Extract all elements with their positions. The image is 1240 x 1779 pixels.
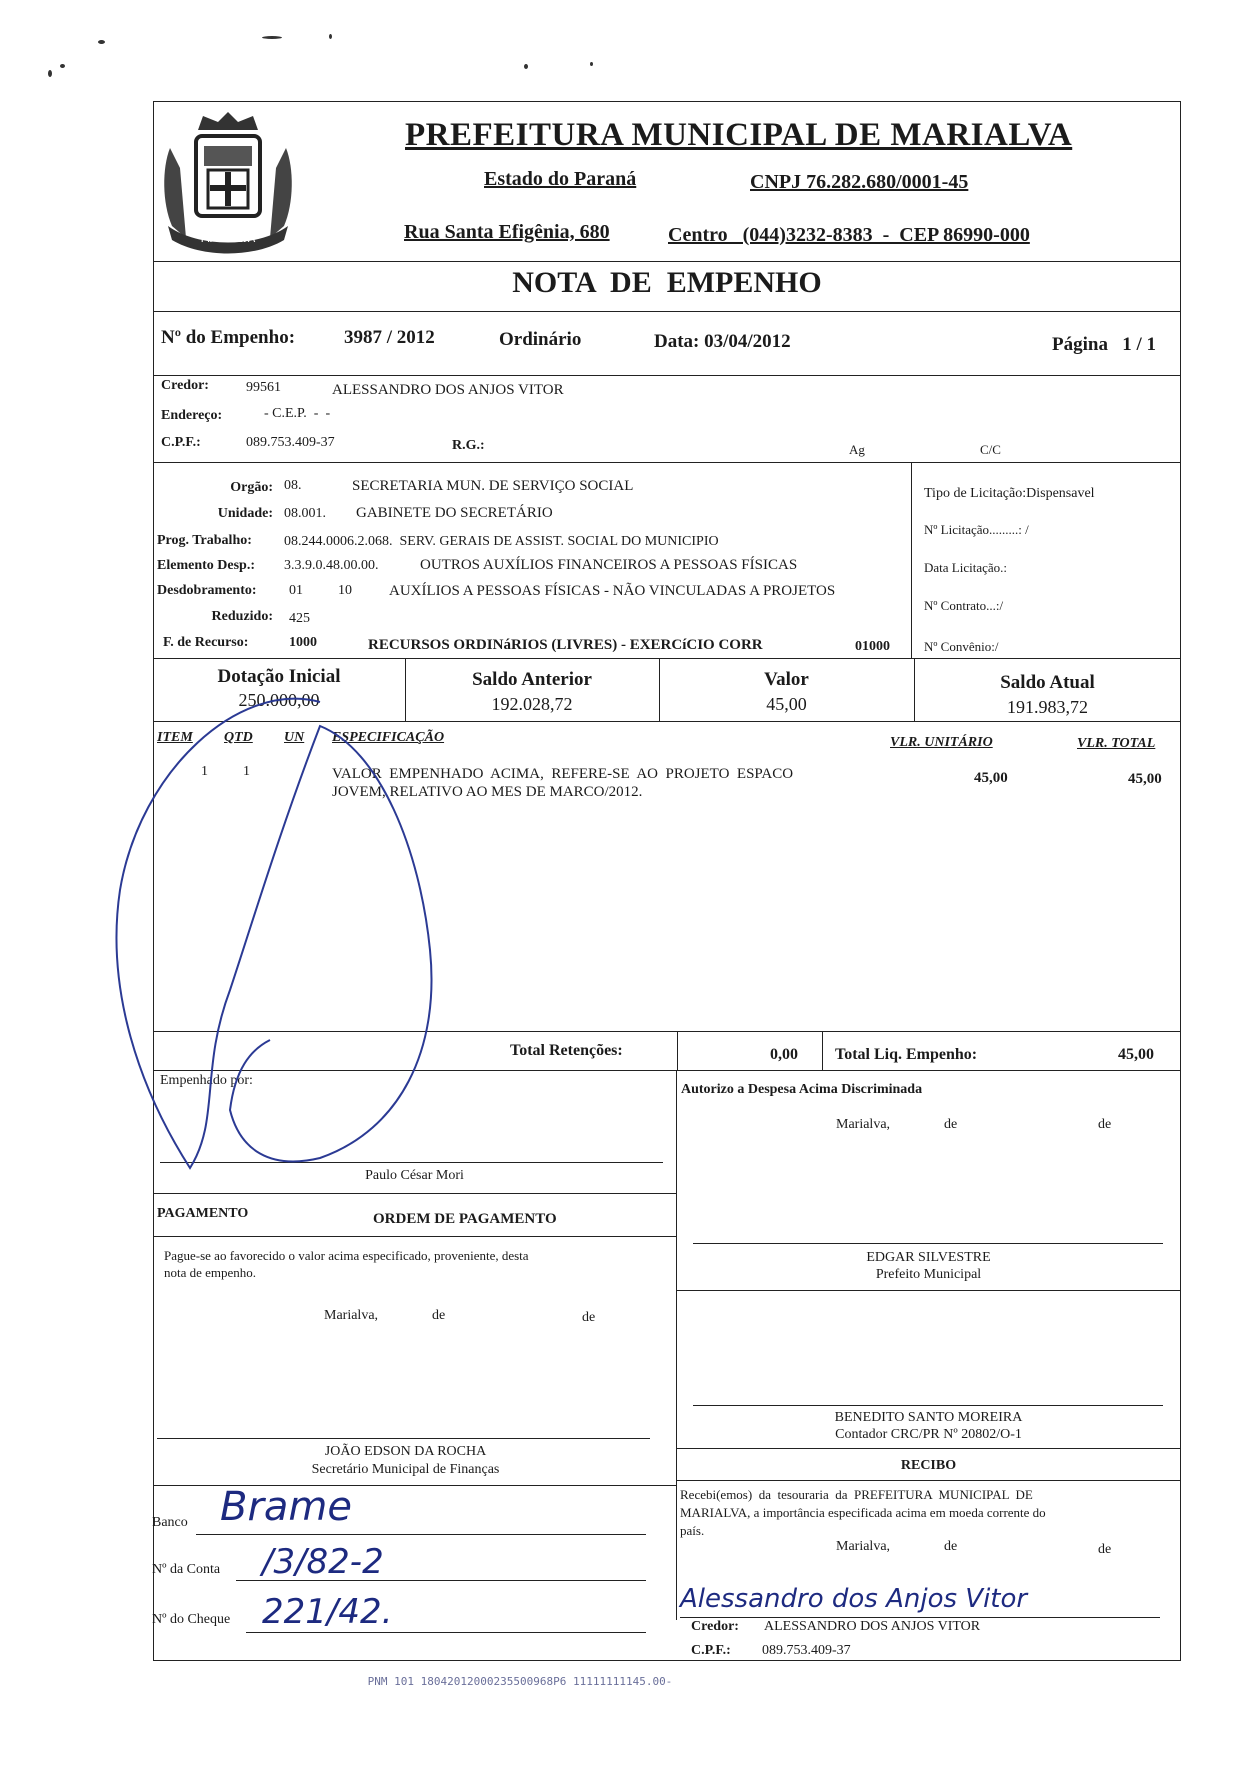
scan-speck <box>590 62 593 66</box>
orgao-code: 08. <box>284 478 302 493</box>
valor-label: Valor <box>764 669 809 690</box>
recurso-code: 1000 <box>289 635 317 650</box>
cheque-label: Nº do Cheque <box>152 1612 231 1627</box>
saldo-anterior-value: 192.028,72 <box>491 694 573 714</box>
pagamento-text-line2: nota de empenho. <box>164 1265 257 1280</box>
banco-value: Brame <box>220 1484 352 1530</box>
elemento-code: 3.3.9.0.48.00.00. <box>284 558 379 573</box>
scan-speck <box>524 64 528 69</box>
cpf-value: 089.753.409-37 <box>246 435 335 450</box>
row-item: 1 <box>201 764 208 779</box>
reduzido-label: Reduzido: <box>211 609 273 624</box>
empenho-type: Ordinário <box>499 329 582 350</box>
col-un-header: UN <box>284 730 305 745</box>
licitacao-tipo: Tipo de Licitação:Dispensavel <box>924 486 1095 501</box>
saldo-anterior-label: Saldo Anterior <box>472 669 592 690</box>
saldo-atual-label: Saldo Atual <box>1000 672 1095 693</box>
doc-title: NOTA DE EMPENHO <box>512 266 822 299</box>
conta-value: /3/82-2 <box>262 1542 384 1582</box>
row-qtd: 1 <box>243 764 250 779</box>
endereco-value: - C.E.P. - - <box>264 406 331 421</box>
pagamento-de2: de <box>582 1310 596 1325</box>
recibo-credor-name: ALESSANDRO DOS ANJOS VITOR <box>764 1619 981 1634</box>
recibo-line2: MARIALVA, a importância especificada acima em moeda corrente do <box>680 1505 1046 1520</box>
licitacao-numero: Nº Licitação.........: / <box>924 522 1029 537</box>
scan-speck <box>48 70 52 77</box>
desdobramento-a: 01 <box>289 583 303 598</box>
autorizo-de1: de <box>944 1117 958 1132</box>
annulment-ink-mark <box>100 690 460 1190</box>
empenho-number: 3987 / 2012 <box>344 327 435 348</box>
recibo-signature: Alessandro dos Anjos Vitor <box>680 1584 1028 1614</box>
col-unit-header: VLR. UNITÁRIO <box>890 735 993 750</box>
recibo-place: Marialva, <box>836 1539 891 1554</box>
recibo-line3: país. <box>680 1523 705 1538</box>
col-spec-header: ESPECIFICAÇÃO <box>332 730 445 745</box>
desdobramento-label: Desdobramento: <box>157 583 257 598</box>
orgao-label: Orgão: <box>230 480 273 495</box>
prog-label: Prog. Trabalho: <box>157 533 252 548</box>
col-item-header: ITEM <box>157 730 193 745</box>
empenhado-label: Empenhado por: <box>160 1073 253 1088</box>
conta-label: Nº da Conta <box>152 1562 221 1577</box>
unidade-desc: GABINETE DO SECRETÁRIO <box>356 505 553 521</box>
empenho-number-label: Nº do Empenho: <box>161 327 296 348</box>
district-phone-cep: Centro (044)3232-8383 - CEP 86990-000 <box>668 224 1030 246</box>
col-qtd-header: QTD <box>224 730 253 745</box>
valor-value: 45,00 <box>766 694 807 714</box>
licitacao-data: Data Licitação.: <box>924 560 1008 575</box>
total-liq-value: 45,00 <box>1118 1046 1154 1063</box>
scan-speck <box>329 34 332 39</box>
recibo-line1: Recebi(emos) da tesouraria da PREFEITURA MUNICIPAL DE <box>680 1487 1033 1502</box>
credor-name: ALESSANDRO DOS ANJOS VITOR <box>332 382 564 398</box>
pagamento-de1: de <box>432 1308 446 1323</box>
orgao-desc: SECRETARIA MUN. DE SERVIÇO SOCIAL <box>352 478 634 494</box>
financas-role: Secretário Municipal de Finanças <box>311 1462 500 1477</box>
ag-label: Ag <box>849 442 865 457</box>
ordem-pagamento-label: ORDEM DE PAGAMENTO <box>373 1211 557 1227</box>
rg-label: R.G.: <box>452 438 485 453</box>
dotacao-inicial-label: Dotação Inicial <box>217 666 341 687</box>
row-spec-line2: JOVEM, RELATIVO AO MES DE MARCO/2012. <box>332 784 643 800</box>
recibo-cpf-label: C.P.F.: <box>691 1643 731 1658</box>
footer-code: PNM 101 18042012000235500968P6 11111111145.00- <box>367 1675 673 1688</box>
credor-label: Credor: <box>161 378 209 393</box>
recibo-de2: de <box>1098 1542 1112 1557</box>
empenho-date: Data: 03/04/2012 <box>654 331 791 352</box>
col-total-header: VLR. TOTAL <box>1077 736 1156 751</box>
page-number: Página 1 / 1 <box>1052 334 1156 355</box>
elemento-desc: OUTROS AUXÍLIOS FINANCEIROS A PESSOAS FÍSICAS <box>420 557 798 573</box>
scan-speck <box>262 36 282 39</box>
unidade-code: 08.001. <box>284 506 326 521</box>
row-total-value: 45,00 <box>1128 771 1162 787</box>
total-retencoes-value: 0,00 <box>770 1046 798 1063</box>
autorizo-place: Marialva, <box>836 1117 891 1132</box>
total-retencoes-label: Total Retenções: <box>510 1042 623 1059</box>
state-name: Estado do Paraná <box>484 168 637 190</box>
cc-label: C/C <box>980 442 1001 457</box>
municipal-crest-icon <box>158 108 298 258</box>
recibo-title: RECIBO <box>900 1458 957 1473</box>
recibo-credor-label: Credor: <box>691 1619 739 1634</box>
pagamento-place: Marialva, <box>324 1308 379 1323</box>
desdobramento-b: 10 <box>338 583 352 598</box>
row-unit-value: 45,00 <box>974 770 1008 786</box>
empenhado-signer: Paulo César Mori <box>365 1168 464 1183</box>
row-spec-line1: VALOR EMPENHADO ACIMA, REFERE-SE AO PROJETO ESPACO <box>332 766 794 782</box>
desdobramento-desc: AUXÍLIOS A PESSOAS FÍSICAS - NÃO VINCULADAS A PROJETOS <box>389 583 836 599</box>
convenio-numero: Nº Convênio:/ <box>924 639 999 654</box>
contador-role: Contador CRC/PR Nº 20802/O-1 <box>835 1427 1022 1442</box>
svg-text:MARIALVA: MARIALVA <box>200 232 256 245</box>
pagamento-text-line1: Pague-se ao favorecido o valor acima especificado, proveniente, desta <box>164 1248 529 1263</box>
financas-signer: JOÃO EDSON DA ROCHA <box>324 1444 487 1459</box>
scan-speck <box>98 40 105 44</box>
street-address: Rua Santa Efigênia, 680 <box>404 221 610 243</box>
credor-code: 99561 <box>246 380 281 395</box>
recurso-desc: RECURSOS ORDINáRIOS (LIVRES) - EXERCíCIO CORR <box>368 637 763 653</box>
autorizo-de2: de <box>1098 1117 1112 1132</box>
recibo-cpf-value: 089.753.409-37 <box>762 1643 851 1658</box>
prefeito-role: Prefeito Municipal <box>875 1267 982 1282</box>
cpf-label: C.P.F.: <box>161 435 201 450</box>
cnpj: CNPJ 76.282.680/0001-45 <box>750 171 969 193</box>
prog-value: 08.244.0006.2.068. SERV. GERAIS DE ASSIST. SOCIAL DO MUNICIPIO <box>284 534 719 549</box>
recibo-de1: de <box>944 1539 958 1554</box>
recurso-label: F. de Recurso: <box>163 635 249 650</box>
contador-signer: BENEDITO SANTO MOREIRA <box>834 1410 1023 1425</box>
page-title: PREFEITURA MUNICIPAL DE MARIALVA <box>405 117 1073 153</box>
dotacao-inicial-value: 250.000,00 <box>238 690 320 710</box>
saldo-atual-value: 191.983,72 <box>1007 697 1088 717</box>
reduzido-value: 425 <box>289 611 310 626</box>
pagamento-label: PAGAMENTO <box>157 1206 249 1221</box>
contrato-numero: Nº Contrato...:/ <box>924 598 1004 613</box>
prefeito-signer: EDGAR SILVESTRE <box>866 1250 991 1265</box>
elemento-label: Elemento Desp.: <box>157 558 255 573</box>
scan-speck <box>60 64 65 68</box>
autorizo-label: Autorizo a Despesa Acima Discriminada <box>681 1082 923 1097</box>
unidade-label: Unidade: <box>217 506 273 521</box>
recurso-number: 01000 <box>855 639 890 654</box>
total-liq-label: Total Liq. Empenho: <box>835 1046 978 1063</box>
cheque-value: 221/42. <box>262 1592 393 1632</box>
endereco-label: Endereço: <box>161 408 223 423</box>
banco-label: Banco <box>152 1515 188 1530</box>
